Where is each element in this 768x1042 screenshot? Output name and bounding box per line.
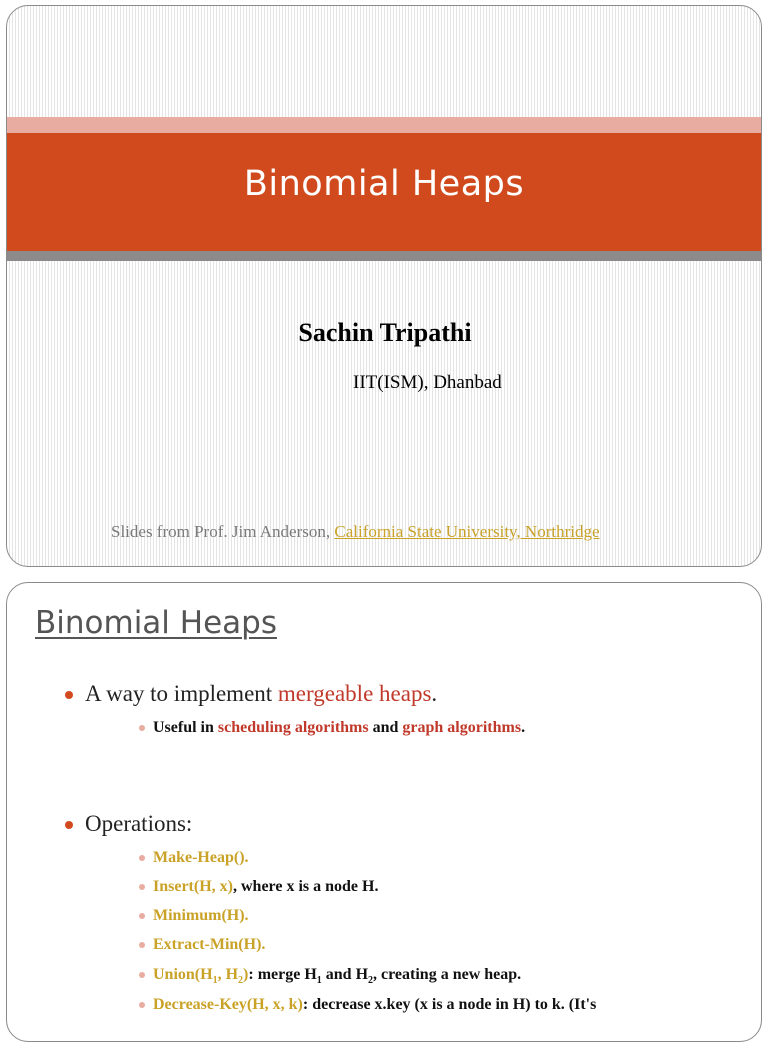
- author-name: Sachin Tripathi: [298, 318, 472, 347]
- op-subscript: 1: [316, 975, 322, 987]
- subbullet-useful: [153, 719, 525, 737]
- op-desc: : decrease x.key (x is a node in H) to k. (It's: [302, 996, 597, 1013]
- subbullet-dot: [139, 972, 145, 978]
- op-subscript: 2: [238, 975, 244, 987]
- highlight-scheduling-algorithms: scheduling algorithms: [217, 719, 369, 736]
- subbullet-dot: [139, 1002, 145, 1008]
- op-name: Make-Heap().: [153, 849, 249, 866]
- op-desc: , creating a new heap.: [373, 966, 522, 983]
- title-slide: [6, 5, 762, 567]
- op-name-part: , H: [217, 966, 239, 983]
- slide-credit: [111, 522, 600, 542]
- op-subscript: 2: [368, 975, 374, 987]
- op-desc: : merge H: [248, 966, 317, 983]
- op-name-part: Union(H: [153, 966, 213, 983]
- highlight-mergeable-heaps: mergeable heaps: [277, 681, 432, 706]
- bullet-suffix: .: [431, 681, 438, 706]
- bullet-text: Operations:: [85, 811, 193, 836]
- op-name-part: ): [243, 966, 249, 983]
- op-decrease-key: [153, 996, 596, 1014]
- op-make-heap: [153, 849, 249, 867]
- subbullet-dot: [139, 884, 145, 890]
- subbullet-mid: and: [368, 719, 403, 736]
- op-name: [153, 966, 249, 987]
- op-minimum: [153, 907, 249, 925]
- credit-link[interactable]: California State University, Northridge: [334, 522, 600, 541]
- subbullet-dot: [139, 855, 145, 861]
- bullet-text: A way to implement: [85, 681, 278, 706]
- subbullet-dot: [139, 913, 145, 919]
- op-desc: and H: [321, 966, 369, 983]
- op-union: [153, 966, 521, 986]
- op-name: Decrease-Key(H, x, k): [153, 996, 303, 1013]
- bullet-operations: [85, 811, 192, 837]
- bullet-dot: [65, 691, 73, 699]
- title-band-shadow: [7, 251, 761, 261]
- subbullet-dot: [139, 725, 145, 731]
- op-insert: [153, 878, 378, 896]
- op-extract-min: [153, 936, 265, 954]
- subbullet-text: Useful in: [153, 719, 218, 736]
- title-band-accent: [7, 117, 761, 133]
- highlight-graph-algorithms: graph algorithms: [402, 719, 522, 736]
- slide-title: Binomial Heaps: [243, 164, 525, 204]
- bullet-mergeable-heaps: [85, 681, 437, 707]
- subbullet-dot: [139, 942, 145, 948]
- credit-prefix: Slides from Prof. Jim Anderson,: [111, 522, 335, 541]
- op-desc: , where x is a node H.: [232, 878, 379, 895]
- author-affiliation: IIT(ISM), Dhanbad: [353, 372, 502, 393]
- content-slide: [6, 582, 762, 1042]
- op-name: Minimum(H).: [153, 907, 249, 924]
- op-subscript: 1: [212, 975, 218, 987]
- subbullet-suffix: .: [521, 719, 526, 736]
- op-name: Insert(H, x): [153, 878, 233, 895]
- slide-heading: Binomial Heaps: [35, 605, 277, 641]
- bullet-dot: [65, 821, 73, 829]
- op-name: Extract-Min(H).: [153, 936, 266, 953]
